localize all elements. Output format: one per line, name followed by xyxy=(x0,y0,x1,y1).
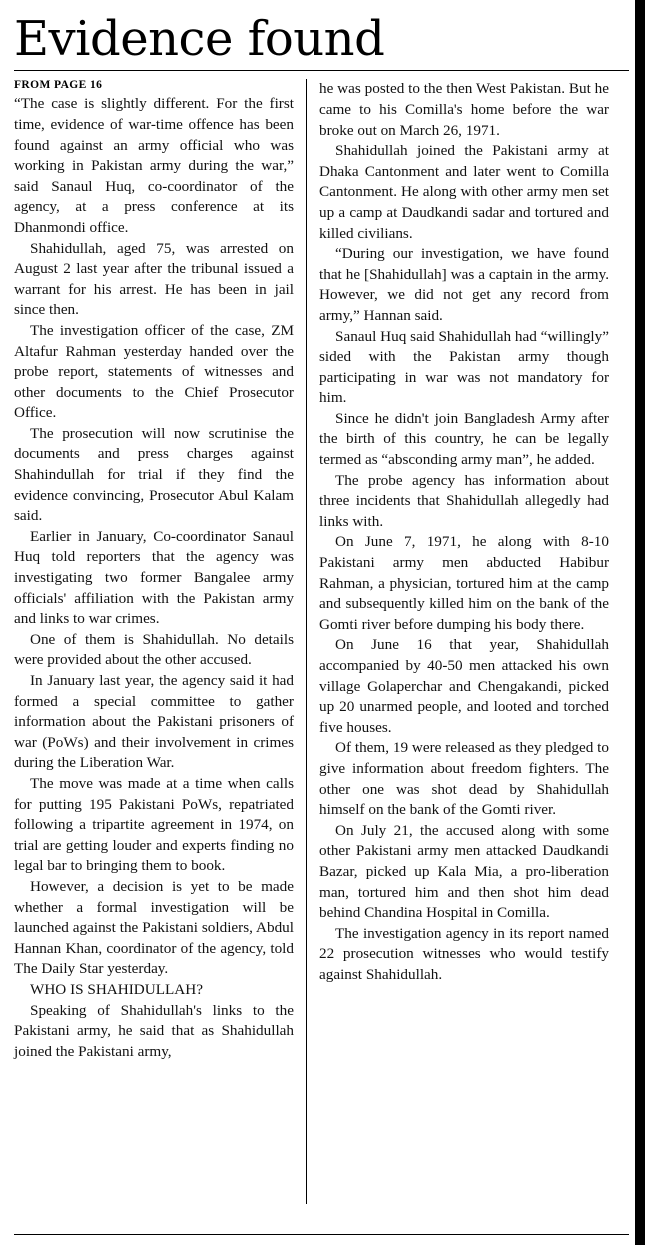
paragraph: Earlier in January, Co-coordinator Sanaul Huq told reporters that the agency was investigating two former Bangalee army officials' affiliation with the Pakistan army and links to war crimes. xyxy=(14,527,294,628)
paragraph: Speaking of Shahidullah's links to the Pakistani army, he said that as Shahidullah joined the Pakistani army, xyxy=(14,1001,294,1060)
paragraph: The move was made at a time when calls for putting 195 Pakistani PoWs, repatriated following a tripartite agreement in 1974, on trial are getting louder and experts finding no legal bar to bringing them to book. xyxy=(14,774,294,875)
paragraph: In January last year, the agency said it had formed a special committee to gather information about the Pakistani prisoners of war (PoWs) and their involvement in crimes during the Liberation War. xyxy=(14,672,294,772)
paragraph: On July 21, the accused along with some other Pakistani army men attacked Daudkandi Bazar, picked up Kala Mia, a pro-liberation man, tortured him and then shot him dead behind Chandina Hospital in Comilla. xyxy=(319,821,609,922)
paragraph: he was posted to the then West Pakistan. But he came to his Comilla's home before the war broke out on March 26, 1971. xyxy=(319,80,609,139)
headline-divider xyxy=(14,70,629,71)
paragraph: On June 16 that year, Shahidullah accompanied by 40-50 men attacked his own village Golaperchar and Chengakandi, picked up 20 unarmed people, and looted and torched five houses. xyxy=(319,636,609,736)
paragraph: Shahidullah, aged 75, was arrested on August 2 last year after the tribunal issued a warrant for his arrest. He has been in jail since then. xyxy=(14,239,294,319)
section-subhead: WHO IS SHAHIDULLAH? xyxy=(30,980,203,998)
continuation-kicker: FROM PAGE 16 xyxy=(14,79,103,92)
paragraph: “The case is slightly different. For the first time, evidence of war-time offence has been found against an army official who was working in Pakistan army during the war,” said Sanaul Huq, co-coordinator of the agency, at a press conference at its Dhanmondi office. xyxy=(14,95,294,236)
paragraph: Of them, 19 were released as they pledged to give information about freedom fighters. The other one was shot dead by Shahidullah himself on the bank of the Gomti river. xyxy=(319,739,609,819)
page-title: Evidence found xyxy=(14,11,385,67)
paragraph: “During our investigation, we have found that he [Shahidullah] was a captain in the army. However, we did not get any record from army,” Hannan said. xyxy=(319,245,609,324)
right-column xyxy=(317,79,609,1204)
paragraph: The investigation agency in its report named 22 prosecution witnesses who would testify against Shahidullah. xyxy=(319,924,609,983)
paragraph: The investigation officer of the case, ZM Altafur Rahman yesterday handed over the probe report, statements of witnesses and other documents to the Chief Prosecutor Office. xyxy=(14,321,294,422)
article-columns xyxy=(14,79,629,1204)
footer-divider xyxy=(14,1234,629,1235)
column-divider xyxy=(306,79,307,1204)
left-column xyxy=(14,79,306,1204)
paragraph: Sanaul Huq said Shahidullah had “willingly” sided with the Pakistan army though participating in war was not mandatory for him. xyxy=(319,327,609,407)
paragraph: The prosecution will now scrutinise the documents and press charges against Shahindullah for trial if they find the evidence convincing, Prosecutor Abul Kalam said. xyxy=(14,424,294,525)
paragraph: The probe agency has information about three incidents that Shahidullah allegedly had links with. xyxy=(319,471,609,530)
page-edge-bar xyxy=(635,0,645,1245)
paragraph: However, a decision is yet to be made whether a formal investigation will be launched against the Pakistani soldiers, Abdul Hannan Khan, coordinator of the agency, told The Daily Star yesterday. xyxy=(14,877,294,978)
paragraph: One of them is Shahidullah. No details were provided about the other accused. xyxy=(14,630,294,669)
paragraph: On June 7, 1971, he along with 8-10 Pakistani army men abducted Habibur Rahman, a physician, tortured him at the camp and subsequently killed him on the bank of the Gomti river before dumping his body there. xyxy=(319,533,609,633)
paragraph: Shahidullah joined the Pakistani army at Dhaka Cantonment and later went to Comilla Cantonment. He along with other army men set up a camp at Daudkandi sadar and tortured and killed civilians. xyxy=(319,142,609,242)
paragraph: Since he didn't join Bangladesh Army after the birth of this country, he can be legally termed as “absconding army man”, he added. xyxy=(319,409,609,469)
